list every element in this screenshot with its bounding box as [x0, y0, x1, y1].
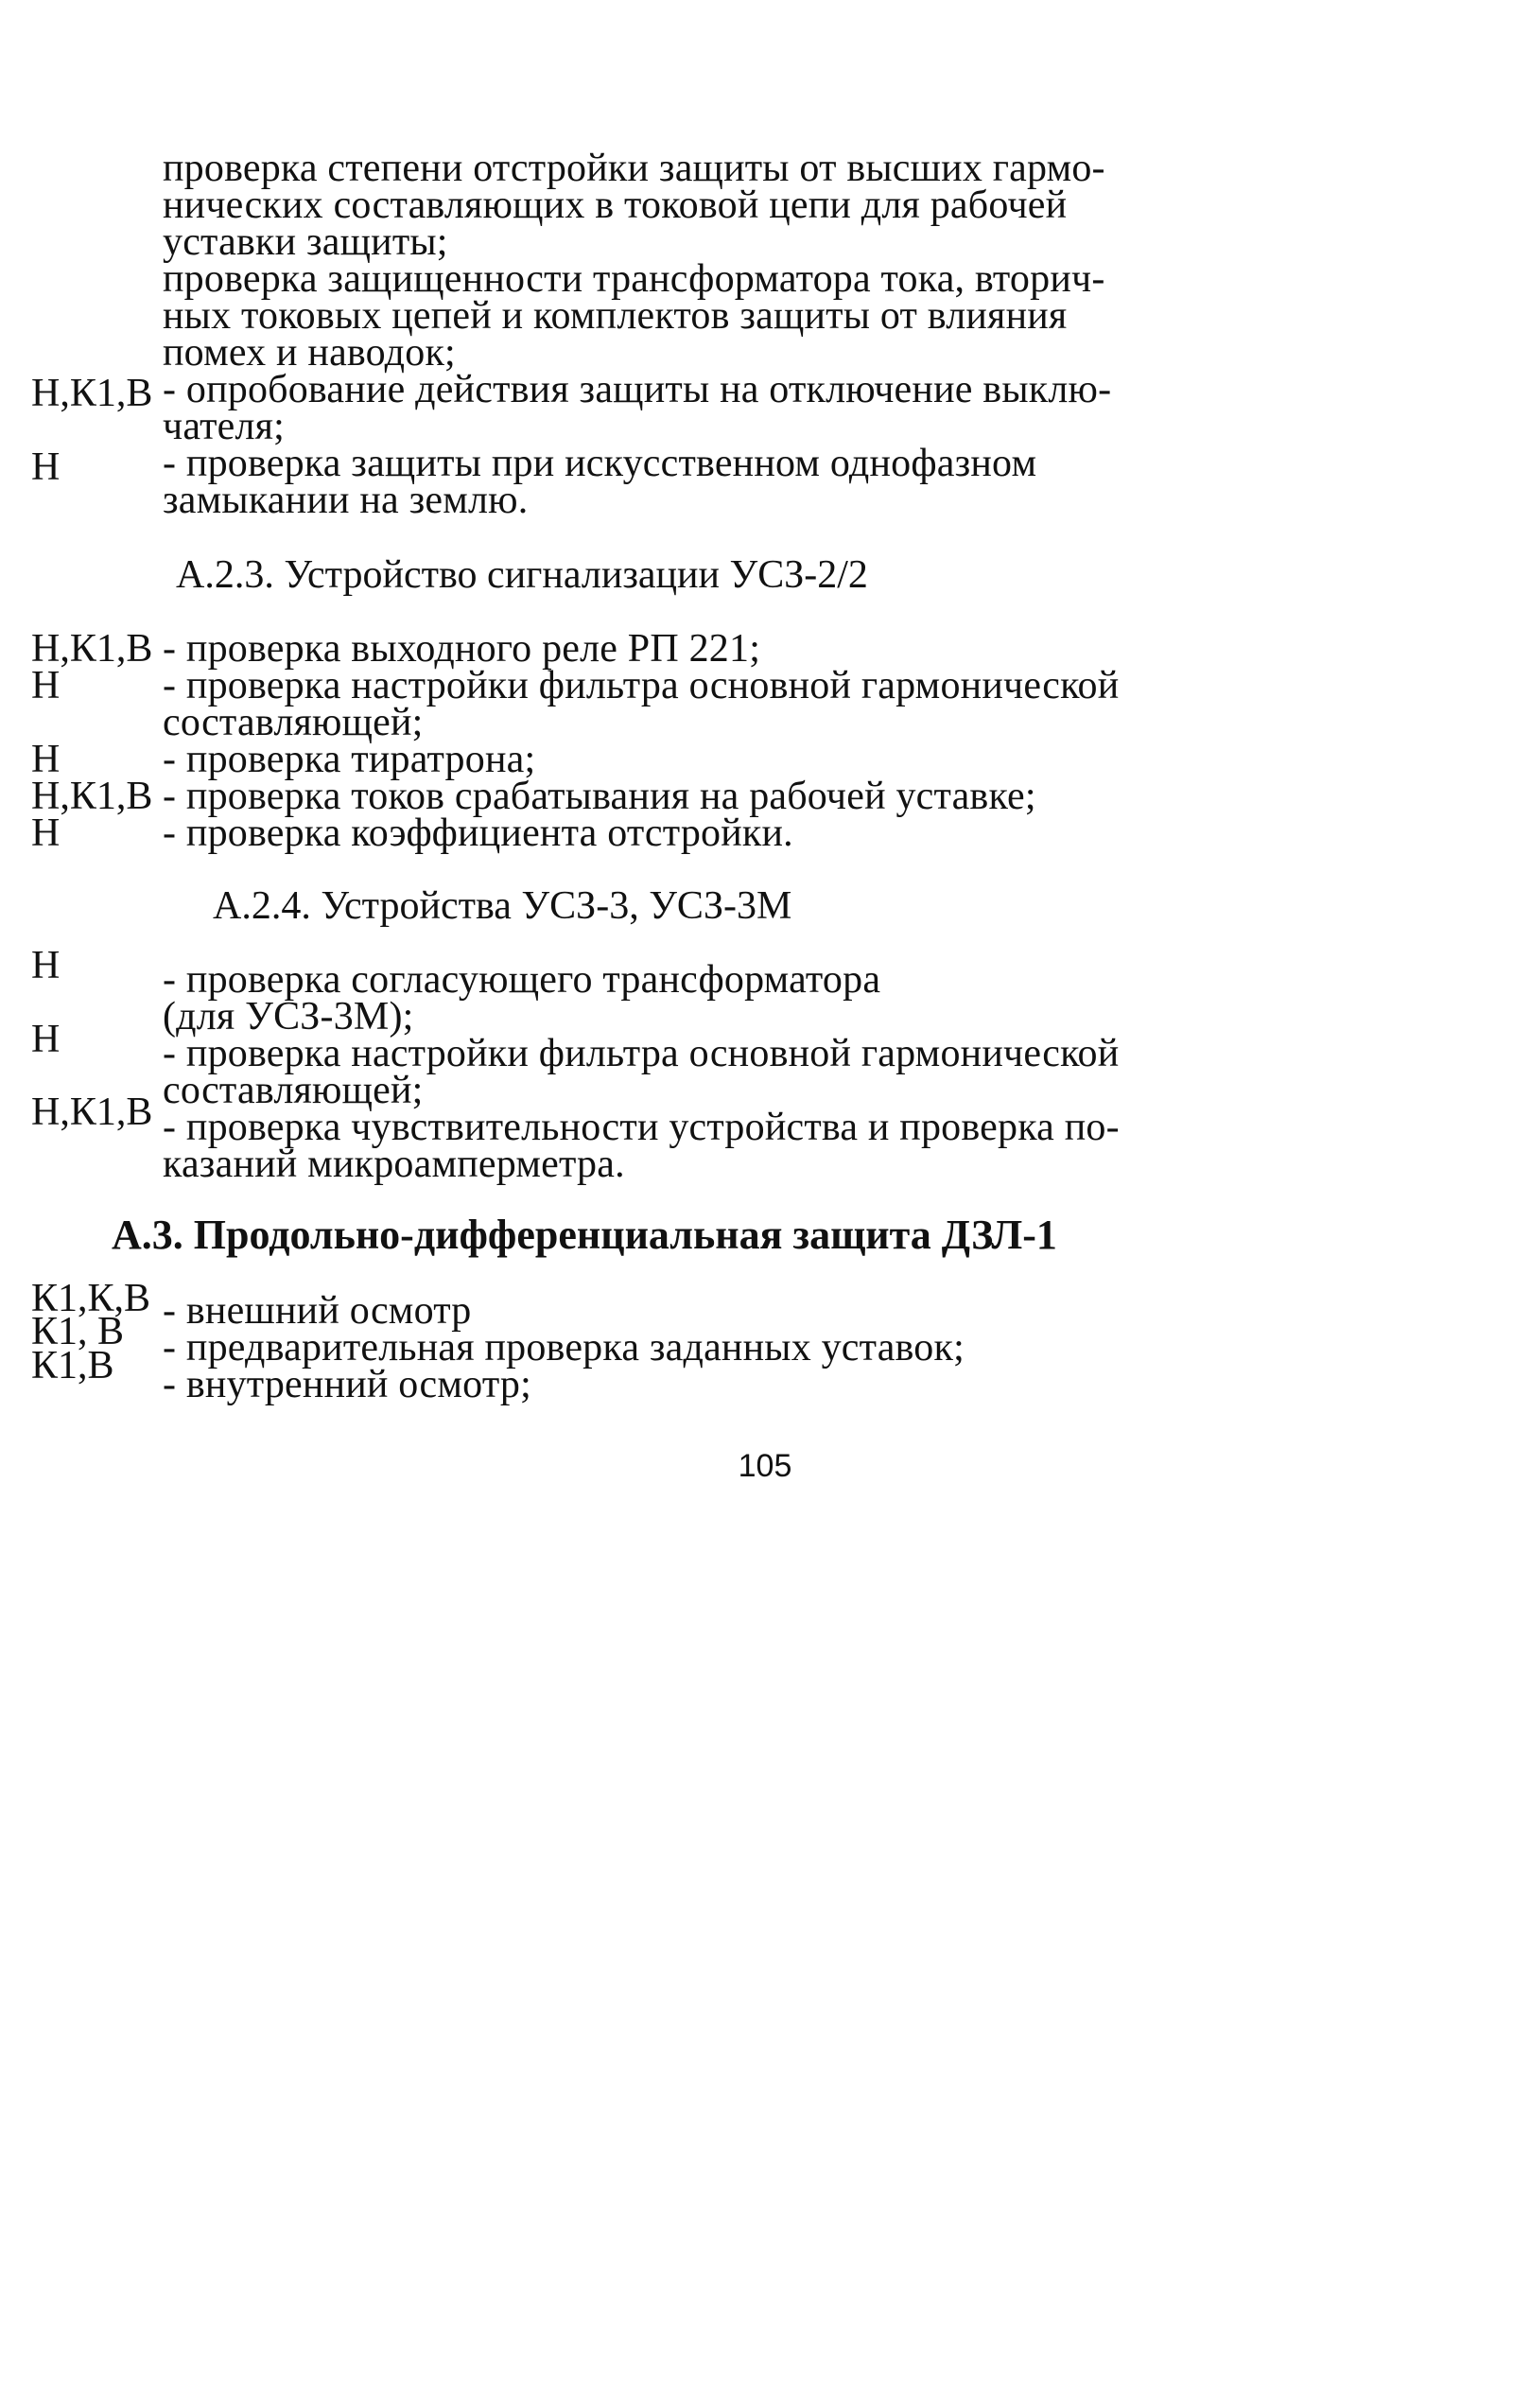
text-line: нических составляющих в токовой цепи для рабочей: [163, 183, 1068, 227]
text-line: - внешний осмотр: [163, 1289, 472, 1333]
text-line: проверка защищенности трансформатора тока, вторич-: [163, 257, 1105, 301]
item-code: К1,В: [31, 1344, 114, 1387]
text-line: - проверка чувствительности устройства и проверка по-: [163, 1106, 1120, 1149]
text-line: - проверка тиратрона;: [163, 738, 536, 781]
item-code: К1,К,В: [31, 1277, 151, 1320]
item-code: Н,К1,В: [31, 627, 153, 671]
section-heading: А.2.4. Устройства УСЗ-3, УСЗ-3М: [213, 884, 792, 928]
text-line: чателя;: [163, 405, 286, 448]
text-line: (для УСЗ-3М);: [163, 995, 414, 1038]
text-line: - проверка защиты при искусственном однофазном: [163, 442, 1037, 485]
item-code: Н: [31, 944, 61, 987]
text-line: составляющей;: [163, 701, 424, 744]
text-line: помех и наводок;: [163, 331, 456, 375]
text-line: казаний микроамперметра.: [163, 1143, 625, 1186]
text-line: составляющей;: [163, 1069, 424, 1112]
text-line: - внутренний осмотр;: [163, 1363, 531, 1406]
item-code: Н: [31, 811, 61, 855]
item-code: Н: [31, 738, 61, 781]
text-line: ных токовых цепей и комплектов защиты от влияния: [163, 294, 1068, 338]
page-number: 105: [738, 1448, 792, 1484]
text-line: - проверка коэффициента отстройки.: [163, 811, 793, 855]
item-code: Н,К1,В: [31, 1091, 153, 1134]
item-code: Н,К1,В: [31, 372, 153, 415]
text-line: - проверка токов срабатывания на рабочей уставке;: [163, 775, 1036, 818]
item-code: К1, В: [31, 1310, 125, 1353]
item-code: Н,К1,В: [31, 775, 153, 818]
text-line: - проверка выходного реле РП 221;: [163, 627, 761, 671]
section-heading: А.3. Продольно-дифференциальная защита ДЗЛ-1: [112, 1212, 1057, 1258]
text-line: уставки защиты;: [163, 220, 448, 264]
text-line: - проверка настройки фильтра основной гармонической: [163, 664, 1120, 707]
text-line: замыкании на землю.: [163, 479, 529, 522]
item-code: Н: [31, 664, 61, 707]
section-heading: А.2.3. Устройство сигнализации УСЗ-2/2: [176, 553, 868, 597]
text-line: - предварительная проверка заданных уставок;: [163, 1326, 965, 1370]
item-code: Н: [31, 1018, 61, 1061]
text-line: - проверка настройки фильтра основной гармонической: [163, 1032, 1120, 1075]
item-code: Н: [31, 445, 61, 489]
text-line: - опробование действия защиты на отключение выклю-: [163, 368, 1112, 411]
text-line: - проверка согласующего трансформатора: [163, 958, 881, 1002]
text-line: проверка степени отстройки защиты от высших гармо-: [163, 147, 1105, 190]
